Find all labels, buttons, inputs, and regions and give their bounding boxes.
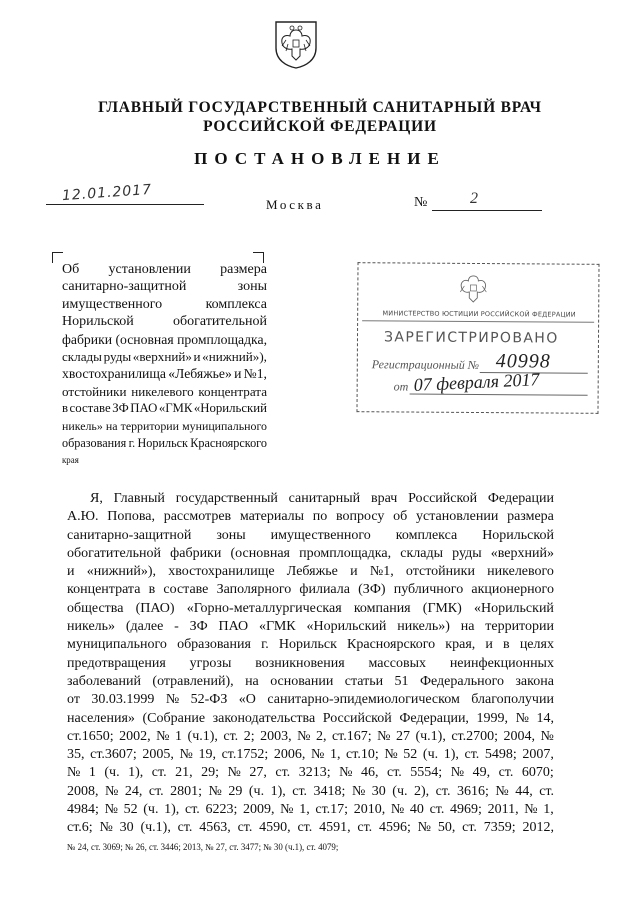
date-underline — [46, 204, 204, 205]
coat-of-arms-emblem — [270, 18, 322, 70]
stamp-reg-label: Регистрационный № — [371, 357, 480, 373]
document-type: ПОСТАНОВЛЕНИЕ — [194, 149, 446, 168]
body-line: 35, ст.3607; 2005, № 19, ст.1752; 2006, № 1, ст.10; № 52 (ч. 1), ст. 5498; 2007, — [67, 747, 554, 763]
body-line: ст.6; № 30 (ч.1), ст. 4563, ст. 4590, ст. 4591, ст. 4596; № 50, ст. 7359; 2012, — [67, 820, 554, 836]
body-line: концентрата в составе Заполярного филиала (ЗФ) публичного акционерного — [67, 582, 554, 598]
issuer-country: РОССИЙСКОЙ ФЕДЕРАЦИИ — [203, 118, 437, 135]
body-line: от 30.03.1999 № 52-ФЗ «О санитарно-эпидемиологическом благополучии — [67, 692, 554, 708]
body-line: А.Ю. Попова, рассмотрев материалы по вопросу об установлении размера — [67, 509, 554, 525]
issuer-title: ГЛАВНЫЙ ГОСУДАРСТВЕННЫЙ САНИТАРНЫЙ ВРАЧ — [98, 99, 542, 116]
stamp-from-label: от — [393, 379, 409, 394]
body-line: никель» (далее - ЗФ ПАО «ГМК «Норильский никель») на территории — [67, 619, 554, 635]
stamp-divider — [362, 320, 594, 323]
subject-line: края — [62, 455, 79, 466]
subject-line: санитарно-защитной зоны — [62, 279, 267, 295]
stamp-reg-number: 40998 — [495, 350, 551, 373]
body-line: населения» (Собрание законодательства Российской Федерации, 1999, № 14, — [67, 710, 554, 726]
body-line: 2008, № 24, ст. 2801; № 29 (ч. 1), ст. 3418; № 30 (ч. 2), ст. 3616; № 44, ст. — [67, 783, 554, 799]
subject-line: отстойники никелевого концентрата — [62, 383, 267, 399]
body-line: 4984; № 52 (ч. 1), ст. 6223; 2009, № 1, ст.17; 2010, № 40 ст. 4969; 2011, № 1, — [67, 802, 554, 818]
subject-line: хвостохранилища «Лебяжье» и №1, — [62, 366, 267, 382]
body-line: муниципального образования г. Норильск Красноярского края, и в целях — [67, 637, 554, 653]
body-line: санитарно-защитной зоны имущественного комплекса Норильской — [67, 527, 554, 543]
body-line: общества (ПАО) «Горно-металлургическая компания (ГМК) «Норильский — [67, 600, 554, 616]
subject-line: имущественного комплекса — [62, 296, 267, 312]
number-sign: № — [414, 195, 428, 210]
subject-line: образования г. Норильск Красноярского — [62, 436, 267, 451]
document-date: 12.01.2017 — [61, 181, 153, 205]
document-subject — [62, 261, 267, 470]
stamp-from-date: 07 февраля 2017 — [413, 369, 540, 395]
subject-line: склады руды «верхний» и «нижний»), — [62, 349, 267, 365]
body-line: ст.1650; 2002, № 1 (ч.1), ст. 2; 2003, № 2, ст.167; № 27 (ч.1), ст.2700; 2004, № — [67, 728, 554, 744]
body-line: № 24, ст. 3069; № 26, ст. 3446; 2013, № 27, ст. 3477; № 30 (ч.1), ст. 4079; — [67, 841, 339, 852]
subject-line: в составе ЗФ ПАО «ГМК «Норильский — [62, 401, 267, 416]
document-body — [67, 490, 554, 856]
stamp-ministry: МИНИСТЕРСТВО ЮСТИЦИИ РОССИЙСКОЙ ФЕДЕРАЦИИ — [382, 309, 576, 319]
subject-line: фабрики (основная промплощадка, — [62, 331, 267, 347]
document-number: 2 — [470, 190, 478, 207]
eagle-seal-icon — [454, 272, 492, 308]
body-line: предотвращения угрозы возникновения массовых неинфекционных — [67, 655, 554, 671]
body-line: и «нижний»), хвостохранилище Лебяжье и №1, отстойники никелевого — [67, 564, 554, 580]
subject-line: никель» на территории муниципального — [62, 418, 267, 433]
subject-line: Об установлении размера — [62, 262, 267, 277]
subject-line: Норильской обогатительной — [62, 314, 267, 330]
body-line: Я, Главный государственный санитарный врач Российской Федерации — [90, 491, 554, 506]
stamp-registered: ЗАРЕГИСТРИРОВАНО — [383, 329, 559, 347]
body-line: заболеваний (отравлений), на основании статьи 51 Федерального закона — [67, 673, 554, 689]
body-line: № 1 (ч. 1), ст. 21, 29; № 27, ст. 3213; № 46, ст. 5554; № 49, ст. 6070; — [67, 765, 554, 781]
document-city: Москва — [266, 197, 324, 212]
registration-stamp — [356, 262, 599, 414]
stamp-from-underline — [410, 394, 588, 396]
number-underline — [432, 210, 542, 211]
body-line: обогатительной фабрики (основная промплощадка, склады руды «верхний» — [67, 545, 554, 561]
